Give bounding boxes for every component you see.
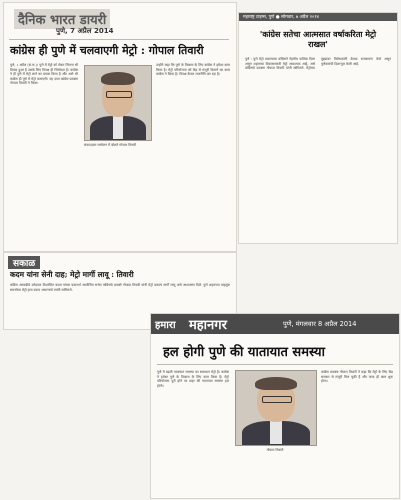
article-body: पुणे : पुणे मेट्रो प्रकल्पाला काँग्रेसने नेहमीच पाठिंबा दिला असून शहराच्या विकासासाठी मेट्रो आवश्यक आहे, असे काँग्रेसचे प्रवक्ता गोपाळ तिवारी यांनी सांगितले. मेट्रोच्या मुद्द्यावर विरोधकांनी केवळ राजकारण केले असून पुणेकरांची दिशाभूल केली आहे. <box>245 57 391 71</box>
headline: कांग्रेस ही पुणे में चलवाएगी मेट्रो : गोपाल तिवारी <box>10 44 204 57</box>
article-body-right: उन्होंने कहा कि पुणे के विकास के लिए कांग्रेस ने हमेशा काम किया है। मेट्रो परियोजना को केंद्र से मंजूरी दिलाने का काम कांग्रेस ने किया है। विपक्ष केवल राजनीति कर रहा है। <box>156 63 230 77</box>
masthead-brand: महानगर <box>189 318 227 333</box>
masthead-prefix: हमारा <box>155 320 176 331</box>
article-body: काँग्रेस आघाडीचे उमेदवार विश्वजित कदम यांच्या प्रचारार्थ आयोजित सभेत काँग्रेसचे प्रवक्ते गोपाळ तिवारी यांनी मेट्रो प्रकल्प मार्गी लावू असे आश्वासन दिले. पुणे शहराच्या वाहतूक समस्येवर मेट्रो हाच उपाय असल्याचे त्यांनी सांगितले. <box>10 283 230 292</box>
photo-caption: गोपाल तिवारी <box>266 448 284 452</box>
masthead: महाराष्ट्र टाइम्स, पुणे ● सोमवार, ७ अप्रैल २०१४ <box>239 13 397 21</box>
dateline: पुणे, 7 अप्रैल 2014 <box>56 27 114 35</box>
article-body-left: पुणे में बढ़ती यातायात समस्या का समाधान मेट्रो है। कांग्रेस ने हमेशा पुणे के विकास के लिए काम किया है। मेट्रो परियोजना पूरी होने पर शहर की यातायात समस्या हल होगी। <box>157 370 229 388</box>
news-clipping-hamara-mahanagar <box>150 313 400 499</box>
masthead: सकाळ <box>8 256 40 269</box>
divider <box>157 364 393 365</box>
headline: हल होगी पुणे की यातायात समस्या <box>163 345 325 360</box>
article-body-left: पुणे, ८ अप्रैल (सं.स.)। पुणे में मेट्रो को लेकर जितना भी विवाद हुआ है उसके लिए विपक्ष ही जिम्मेदार है। कांग्रेस ने ही पुणे में मेट्रो लाने का प्रयास किया है और आगे भी कांग्रेस ही पुणे में मेट्रो चलाएगी। यह दावा कांग्रेस प्रवक्ता गोपाल तिवारी ने किया। <box>10 63 78 86</box>
news-clipping-maharashtra-times <box>238 12 398 244</box>
dateline: पुणे, मंगलवार 8 अप्रैल 2014 <box>283 320 357 328</box>
portrait-photo <box>84 65 152 141</box>
headline: 'कांग्रेस सतेचा आत्मसात वर्षाकरिता मेट्रो राखल' <box>259 29 377 49</box>
photo-caption: संवाददाता सम्मेलन में बोलते गोपाल तिवारी <box>84 143 137 147</box>
article-body-right: कांग्रेस प्रवक्ता गोपाल तिवारी ने कहा कि मेट्रो के लिए केंद्र सरकार से मंजूरी मिल चुकी है और जल्द ही काम शुरू होगा। <box>321 370 393 384</box>
divider <box>9 39 229 40</box>
masthead: दैनिक भारत डायरी <box>14 9 110 29</box>
news-clipping-bharat-diary <box>3 2 237 252</box>
headline: कदम यांना सेनी दाह; मेट्रो मार्गी लावू : तिवारी <box>10 270 134 279</box>
portrait-photo <box>235 370 317 446</box>
